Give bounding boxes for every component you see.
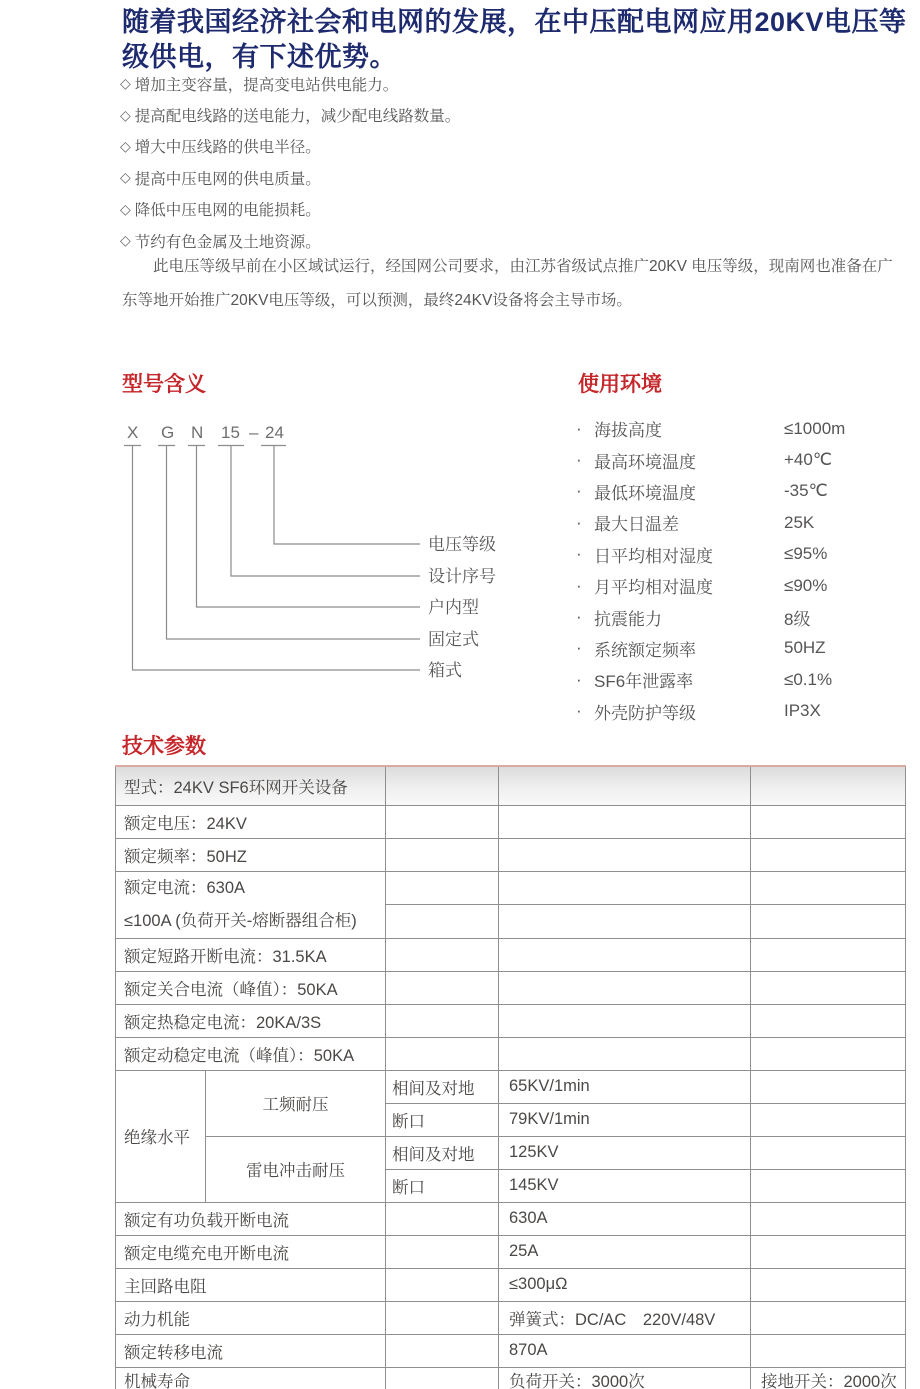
table-cell xyxy=(499,971,751,1004)
list-item xyxy=(576,444,914,475)
param-label-cell: 机械寿命 xyxy=(116,1367,386,1389)
usage-environment-heading: 使用环境 xyxy=(578,373,662,396)
param-label-cell: 额定转移电流 xyxy=(116,1334,386,1367)
table-cell xyxy=(751,805,906,838)
model-code-diagram xyxy=(122,418,517,690)
advantage-list xyxy=(120,68,720,256)
model-code-letter: N xyxy=(191,423,204,442)
param-label-cell: 额定关合电流（峰值）：50KA xyxy=(116,971,386,1004)
dot-bullet-icon: · xyxy=(576,607,582,627)
table-cell xyxy=(386,805,499,838)
diamond-bullet-icon: ◇ xyxy=(120,232,131,249)
table-row xyxy=(116,1367,906,1389)
rated-current-line: ≤100A (负荷开关-熔断器组合柜) xyxy=(124,911,357,930)
table-row xyxy=(116,1268,906,1301)
param-label-cell: 额定有功负载开断电流 xyxy=(116,1202,386,1235)
diamond-bullet-icon: ◇ xyxy=(120,137,131,154)
page-title: 随着我国经济社会和电网的发展，在中压配电网应用20KV电压等级供电，有下述优势。 xyxy=(122,7,907,72)
diagram-label-design-number: 设计序号 xyxy=(428,567,496,586)
leader-line-voltage-class xyxy=(274,446,420,545)
table-row xyxy=(116,1301,906,1334)
table-row xyxy=(116,938,906,971)
env-value: 25K xyxy=(784,512,815,532)
phase-ground-cell: 相间及对地 xyxy=(386,1070,499,1103)
advantage-text: 增大中压线路的供电半径。 xyxy=(134,139,321,157)
diamond-bullet-icon: ◇ xyxy=(120,75,131,92)
env-value: ≤95% xyxy=(784,544,828,564)
list-item xyxy=(120,99,720,130)
param-value-cell: 65KV/1min xyxy=(499,1070,751,1103)
advantage-text: 降低中压电网的电能损耗。 xyxy=(134,202,321,220)
advantage-text: 节约有色金属及土地资源。 xyxy=(134,233,321,251)
table-cell xyxy=(751,1103,906,1136)
table-cell xyxy=(751,1136,906,1169)
technical-parameters-table xyxy=(115,765,906,1389)
break-gap-cell: 断口 xyxy=(386,1103,499,1136)
advantage-text: 提高中压电网的供电质量。 xyxy=(134,170,321,188)
table-cell xyxy=(386,938,499,971)
list-item xyxy=(576,476,914,507)
param-label-cell: 额定电缆充电开断电流 xyxy=(116,1235,386,1268)
param-label-cell: 动力机能 xyxy=(116,1301,386,1334)
list-item xyxy=(120,194,720,225)
env-label: 系统额定频率 xyxy=(594,640,696,660)
table-cell xyxy=(386,1004,499,1037)
table-cell xyxy=(499,905,751,939)
list-item xyxy=(120,131,720,162)
env-value: ≤1000m xyxy=(784,418,846,438)
table-cell xyxy=(499,871,751,905)
list-item xyxy=(576,664,914,695)
dot-bullet-icon: · xyxy=(576,450,582,470)
table-row xyxy=(116,871,906,905)
diagram-label-indoor-type: 户内型 xyxy=(428,598,479,617)
list-item xyxy=(576,507,914,538)
list-item xyxy=(576,570,914,601)
diagram-label-voltage-class: 电压等级 xyxy=(428,535,496,554)
phase-ground-cell: 相间及对地 xyxy=(386,1136,499,1169)
break-gap-cell: 断口 xyxy=(386,1169,499,1202)
table-cell xyxy=(386,1268,499,1301)
table-cell xyxy=(751,971,906,1004)
dot-bullet-icon: · xyxy=(576,481,582,501)
env-value: +40℃ xyxy=(784,450,832,470)
power-frequency-withstand-cell: 工频耐压 xyxy=(206,1070,386,1136)
env-value: 8级 xyxy=(784,609,811,629)
param-value-cell: ≤300μΩ xyxy=(499,1268,751,1301)
param-value-cell: 25A xyxy=(499,1235,751,1268)
table-cell xyxy=(386,1235,499,1268)
dot-bullet-icon: · xyxy=(576,701,582,721)
env-label: 月平均相对温度 xyxy=(594,578,713,598)
env-label: SF6年泄露率 xyxy=(594,672,694,692)
env-value: 50HZ xyxy=(784,638,826,658)
table-row xyxy=(116,1235,906,1268)
intro-paragraph: 此电压等级早前在小区域试运行，经国网公司要求，由江苏省级试点推广20KV 电压等级，现南网也准备在广东等地开始推广20KV电压等级，可以预测，最终24KV设备将会主导市场。 xyxy=(122,258,893,309)
table-row xyxy=(116,1004,906,1037)
param-label-cell: 额定频率：50HZ xyxy=(116,838,386,871)
env-value: ≤0.1% xyxy=(784,669,833,689)
table-cell xyxy=(386,766,499,805)
list-item xyxy=(120,68,720,99)
table-cell xyxy=(386,838,499,871)
model-code-letter: G xyxy=(161,423,175,442)
model-meaning-heading: 型号含义 xyxy=(122,373,206,396)
table-cell xyxy=(386,971,499,1004)
table-cell xyxy=(751,1037,906,1070)
list-item xyxy=(576,413,914,444)
dot-bullet-icon: · xyxy=(576,544,582,564)
diagram-label-fixed-type: 固定式 xyxy=(428,630,479,649)
diagram-label-box-type: 箱式 xyxy=(428,661,462,680)
table-cell xyxy=(751,838,906,871)
table-cell xyxy=(751,1169,906,1202)
leader-line-design-number xyxy=(231,446,420,577)
lightning-impulse-withstand-cell: 雷电冲击耐压 xyxy=(206,1136,386,1202)
table-cell xyxy=(499,1037,751,1070)
table-cell xyxy=(386,1202,499,1235)
table-cell xyxy=(751,1070,906,1103)
dot-bullet-icon: · xyxy=(576,575,582,595)
param-value-cell: 145KV xyxy=(499,1169,751,1202)
env-label: 最低环境温度 xyxy=(594,483,696,503)
env-label: 海拔高度 xyxy=(594,421,662,441)
table-cell xyxy=(386,1334,499,1367)
param-value-cell: 125KV xyxy=(499,1136,751,1169)
param-label-cell: 主回路电阻 xyxy=(116,1268,386,1301)
table-cell xyxy=(751,871,906,905)
table-cell xyxy=(386,905,499,939)
table-cell xyxy=(499,838,751,871)
model-code-letter: 15 xyxy=(221,423,240,442)
table-cell xyxy=(751,905,906,939)
param-label-cell: 额定动稳定电流（峰值）：50KA xyxy=(116,1037,386,1070)
list-item xyxy=(576,633,914,664)
table-row xyxy=(116,1136,906,1169)
table-cell xyxy=(386,1037,499,1070)
table-cell xyxy=(751,1235,906,1268)
table-cell xyxy=(386,1301,499,1334)
table-row xyxy=(116,766,906,805)
diamond-bullet-icon: ◇ xyxy=(120,169,131,186)
table-cell xyxy=(751,1202,906,1235)
env-label: 日平均相对湿度 xyxy=(594,546,713,566)
table-row xyxy=(116,838,906,871)
param-value-cell: 弹簧式：DC/AC 220V/48V xyxy=(499,1301,751,1334)
model-code-letter: 24 xyxy=(265,423,284,442)
table-row xyxy=(116,1334,906,1367)
env-value: -35℃ xyxy=(784,481,828,501)
param-label-cell: 额定电压：24KV xyxy=(116,805,386,838)
model-code-letter: X xyxy=(127,423,139,442)
param-value-cell: 79KV/1min xyxy=(499,1103,751,1136)
table-cell xyxy=(751,1334,906,1367)
list-item xyxy=(576,601,914,632)
table-cell xyxy=(751,1004,906,1037)
technical-parameters-heading: 技术参数 xyxy=(122,735,206,758)
insulation-level-cell: 绝缘水平 xyxy=(116,1070,206,1202)
table-cell xyxy=(751,1268,906,1301)
table-cell xyxy=(386,1367,499,1389)
env-value: IP3X xyxy=(784,701,821,721)
env-label: 外壳防护等级 xyxy=(594,703,696,723)
env-value: ≤90% xyxy=(784,575,828,595)
env-label: 最大日温差 xyxy=(594,515,679,535)
table-row xyxy=(116,971,906,1004)
env-label: 抗震能力 xyxy=(594,609,662,629)
advantage-text: 提高配电线路的送电能力，减少配电线路数量。 xyxy=(134,108,461,126)
environment-list xyxy=(576,413,914,727)
dot-bullet-icon: · xyxy=(576,669,582,689)
advantage-text: 增加主变容量，提高变电站供电能力。 xyxy=(134,76,399,94)
leader-line-box-type xyxy=(133,446,421,671)
param-label-cell: 额定短路开断电流：31.5KA xyxy=(116,938,386,971)
leader-line-indoor-type xyxy=(197,446,421,608)
list-item xyxy=(120,162,720,193)
param-value-cell: 630A xyxy=(499,1202,751,1235)
table-cell xyxy=(499,938,751,971)
param-value-cell: 负荷开关：3000次 xyxy=(499,1367,751,1389)
table-row xyxy=(116,1037,906,1070)
table-cell xyxy=(751,766,906,805)
table-cell xyxy=(499,766,751,805)
table-cell xyxy=(386,871,499,905)
diamond-bullet-icon: ◇ xyxy=(120,106,131,123)
leader-line-fixed-type xyxy=(167,446,421,640)
param-value-cell: 870A xyxy=(499,1334,751,1367)
diamond-bullet-icon: ◇ xyxy=(120,200,131,217)
list-item xyxy=(576,696,914,727)
table-cell xyxy=(499,805,751,838)
env-label: 最高环境温度 xyxy=(594,452,696,472)
dot-bullet-icon: · xyxy=(576,418,582,438)
dot-bullet-icon: · xyxy=(576,512,582,532)
rated-current-cell xyxy=(116,871,386,938)
rated-current-line: 额定电流：630A xyxy=(124,878,246,897)
param-type-cell: 型式：24KV SF6环网开关设备 xyxy=(116,766,386,805)
param-label-cell: 额定热稳定电流：20KA/3S xyxy=(116,1004,386,1037)
table-cell xyxy=(751,938,906,971)
table-row xyxy=(116,805,906,838)
table-cell xyxy=(751,1301,906,1334)
table-row xyxy=(116,1202,906,1235)
list-item xyxy=(576,539,914,570)
table-row xyxy=(116,1070,906,1103)
param-value-cell: 接地开关：2000次 xyxy=(751,1367,906,1389)
model-code-dash: – xyxy=(249,423,259,442)
dot-bullet-icon: · xyxy=(576,638,582,658)
table-cell xyxy=(499,1004,751,1037)
